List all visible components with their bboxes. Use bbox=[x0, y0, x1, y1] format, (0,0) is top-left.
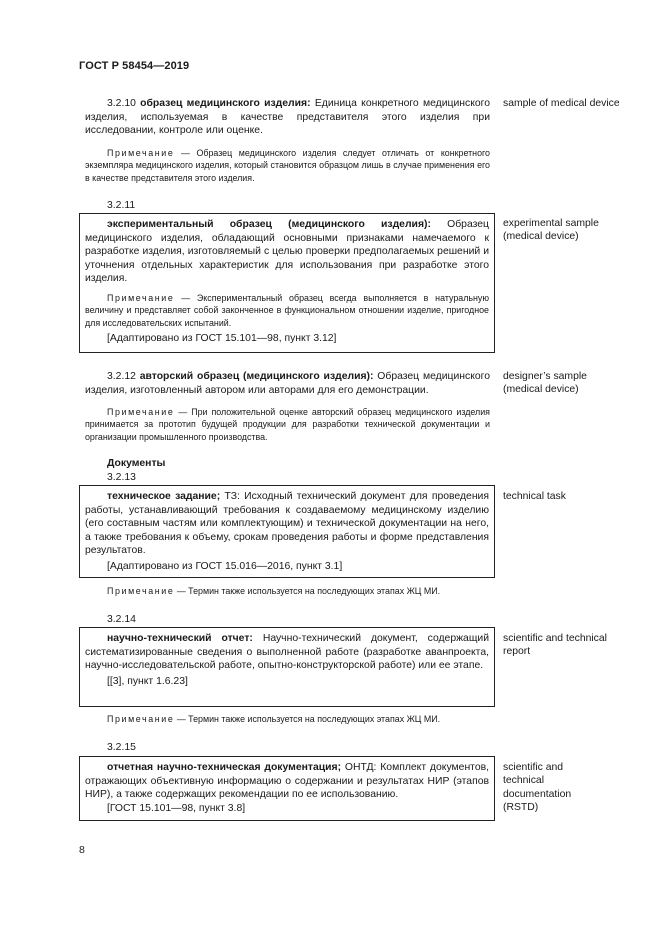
entry-number: 3.2.11 bbox=[107, 200, 136, 211]
english-term: sample of medical device bbox=[503, 98, 620, 109]
entry-number: 3.2.13 bbox=[107, 472, 136, 483]
term: техническое задание; bbox=[107, 491, 221, 502]
note-label: Примечание bbox=[107, 292, 175, 303]
english-term: scientific and technical report bbox=[503, 633, 607, 658]
note-text: — При положительной оценке авторский образец медицинского изделия принимается за прототип будущей продукции для разработки технической документации и организации промышленного производства. bbox=[85, 407, 490, 442]
definition: Образец медицинского изделия, обладающий основными признаками намечаемого к разработке изделия, изготовляемый с целью проверки предполагаемых решений и уточнения отдельных характеристик для использования при разработке этого изделия. bbox=[85, 219, 489, 285]
term: авторский образец (медицинского изделия): bbox=[139, 371, 374, 382]
definition: ОНТД: Комплект документов, отражающих объективную информацию о содержании и результатах НИР (этапов НИР), а также содержащих рекомендации по ее использованию. bbox=[85, 762, 490, 801]
note bbox=[85, 147, 490, 184]
note bbox=[85, 713, 490, 725]
term: экспериментальный образец (медицинского изделия): bbox=[107, 219, 431, 230]
definition: Научно-технический документ, содержащий систематизированные сведения о выполненной работе (разработке аванпроекта, научно-исследовательской работе, опытно-конструкторской работе) или ее этапе. bbox=[85, 633, 489, 672]
document-header: ГОСТ Р 58454—2019 bbox=[79, 60, 190, 72]
english-term: technical task bbox=[503, 491, 566, 502]
source-reference: [[3], пункт 1.6.23] bbox=[107, 675, 188, 687]
note-label: Примечание bbox=[107, 586, 175, 596]
source-reference: [ГОСТ 15.101—98, пункт 3.8] bbox=[107, 802, 246, 814]
entry-3-2-12 bbox=[85, 370, 490, 397]
entry-number: 3.2.12 bbox=[107, 371, 136, 382]
note-label: Примечание bbox=[107, 407, 175, 417]
page-number: 8 bbox=[79, 844, 85, 856]
term-box bbox=[79, 756, 495, 821]
note-text: — Термин также используется на последующих этапах ЖЦ МИ. bbox=[174, 586, 441, 596]
note bbox=[85, 292, 489, 329]
entry-3-2-10 bbox=[85, 97, 490, 138]
note-text: — Экспериментальный образец всегда выполняется в натуральную величину и представляет собой законченное в функциональном отношении изделие, пригодное для исследовательских испытаний. bbox=[85, 292, 489, 328]
note-text: — Термин также используется на последующих этапах ЖЦ МИ. bbox=[174, 714, 441, 724]
english-term: designer’s sample (medical device) bbox=[503, 371, 587, 396]
note-label: Примечание bbox=[107, 714, 175, 724]
definition: ТЗ: Исходный технический документ для проведения работы, устанавливающий требования к создаваемому медицинскому изделию (его составным частям или комплектующим) и технической документации на него, а также требования к объему, срокам проведения работы и форме представления результатов. bbox=[85, 491, 489, 557]
term-box bbox=[79, 485, 495, 578]
note-text: — Образец медицинского изделия следует отличать от конкретного экземпляра медицинского изделия, который становится образцом лишь в случае применения его в качестве представителя этого изделия. bbox=[85, 148, 490, 183]
note-label: Примечание bbox=[107, 148, 175, 158]
term-box bbox=[79, 213, 495, 353]
english-term: scientific and technical documentation (RSTD) bbox=[503, 762, 572, 814]
note bbox=[85, 406, 490, 443]
definition: Единица конкретного медицинского изделия, используемая в качестве представителя этого изделия при исследовании, контроле или оценке. bbox=[85, 98, 490, 137]
english-term: experimental sample (medical device) bbox=[503, 218, 599, 243]
term: научно-технический отчет: bbox=[107, 633, 253, 644]
note bbox=[85, 585, 490, 597]
term: отчетная научно-техническая документация; bbox=[107, 762, 342, 773]
entry-number: 3.2.14 bbox=[107, 614, 136, 625]
source-reference: [Адаптировано из ГОСТ 15.016—2016, пункт 3.1] bbox=[107, 560, 343, 572]
term: образец медицинского изделия: bbox=[140, 98, 311, 109]
entry-number: 3.2.15 bbox=[107, 742, 136, 753]
section-heading: Документы bbox=[107, 458, 166, 469]
definition: Образец медицинского изделия, изготовленный автором или авторами для его демонстрации. bbox=[85, 371, 490, 396]
entry-number: 3.2.10 bbox=[107, 98, 136, 109]
source-reference: [Адаптировано из ГОСТ 15.101—98, пункт 3.12] bbox=[107, 333, 337, 345]
term-box bbox=[79, 627, 495, 707]
